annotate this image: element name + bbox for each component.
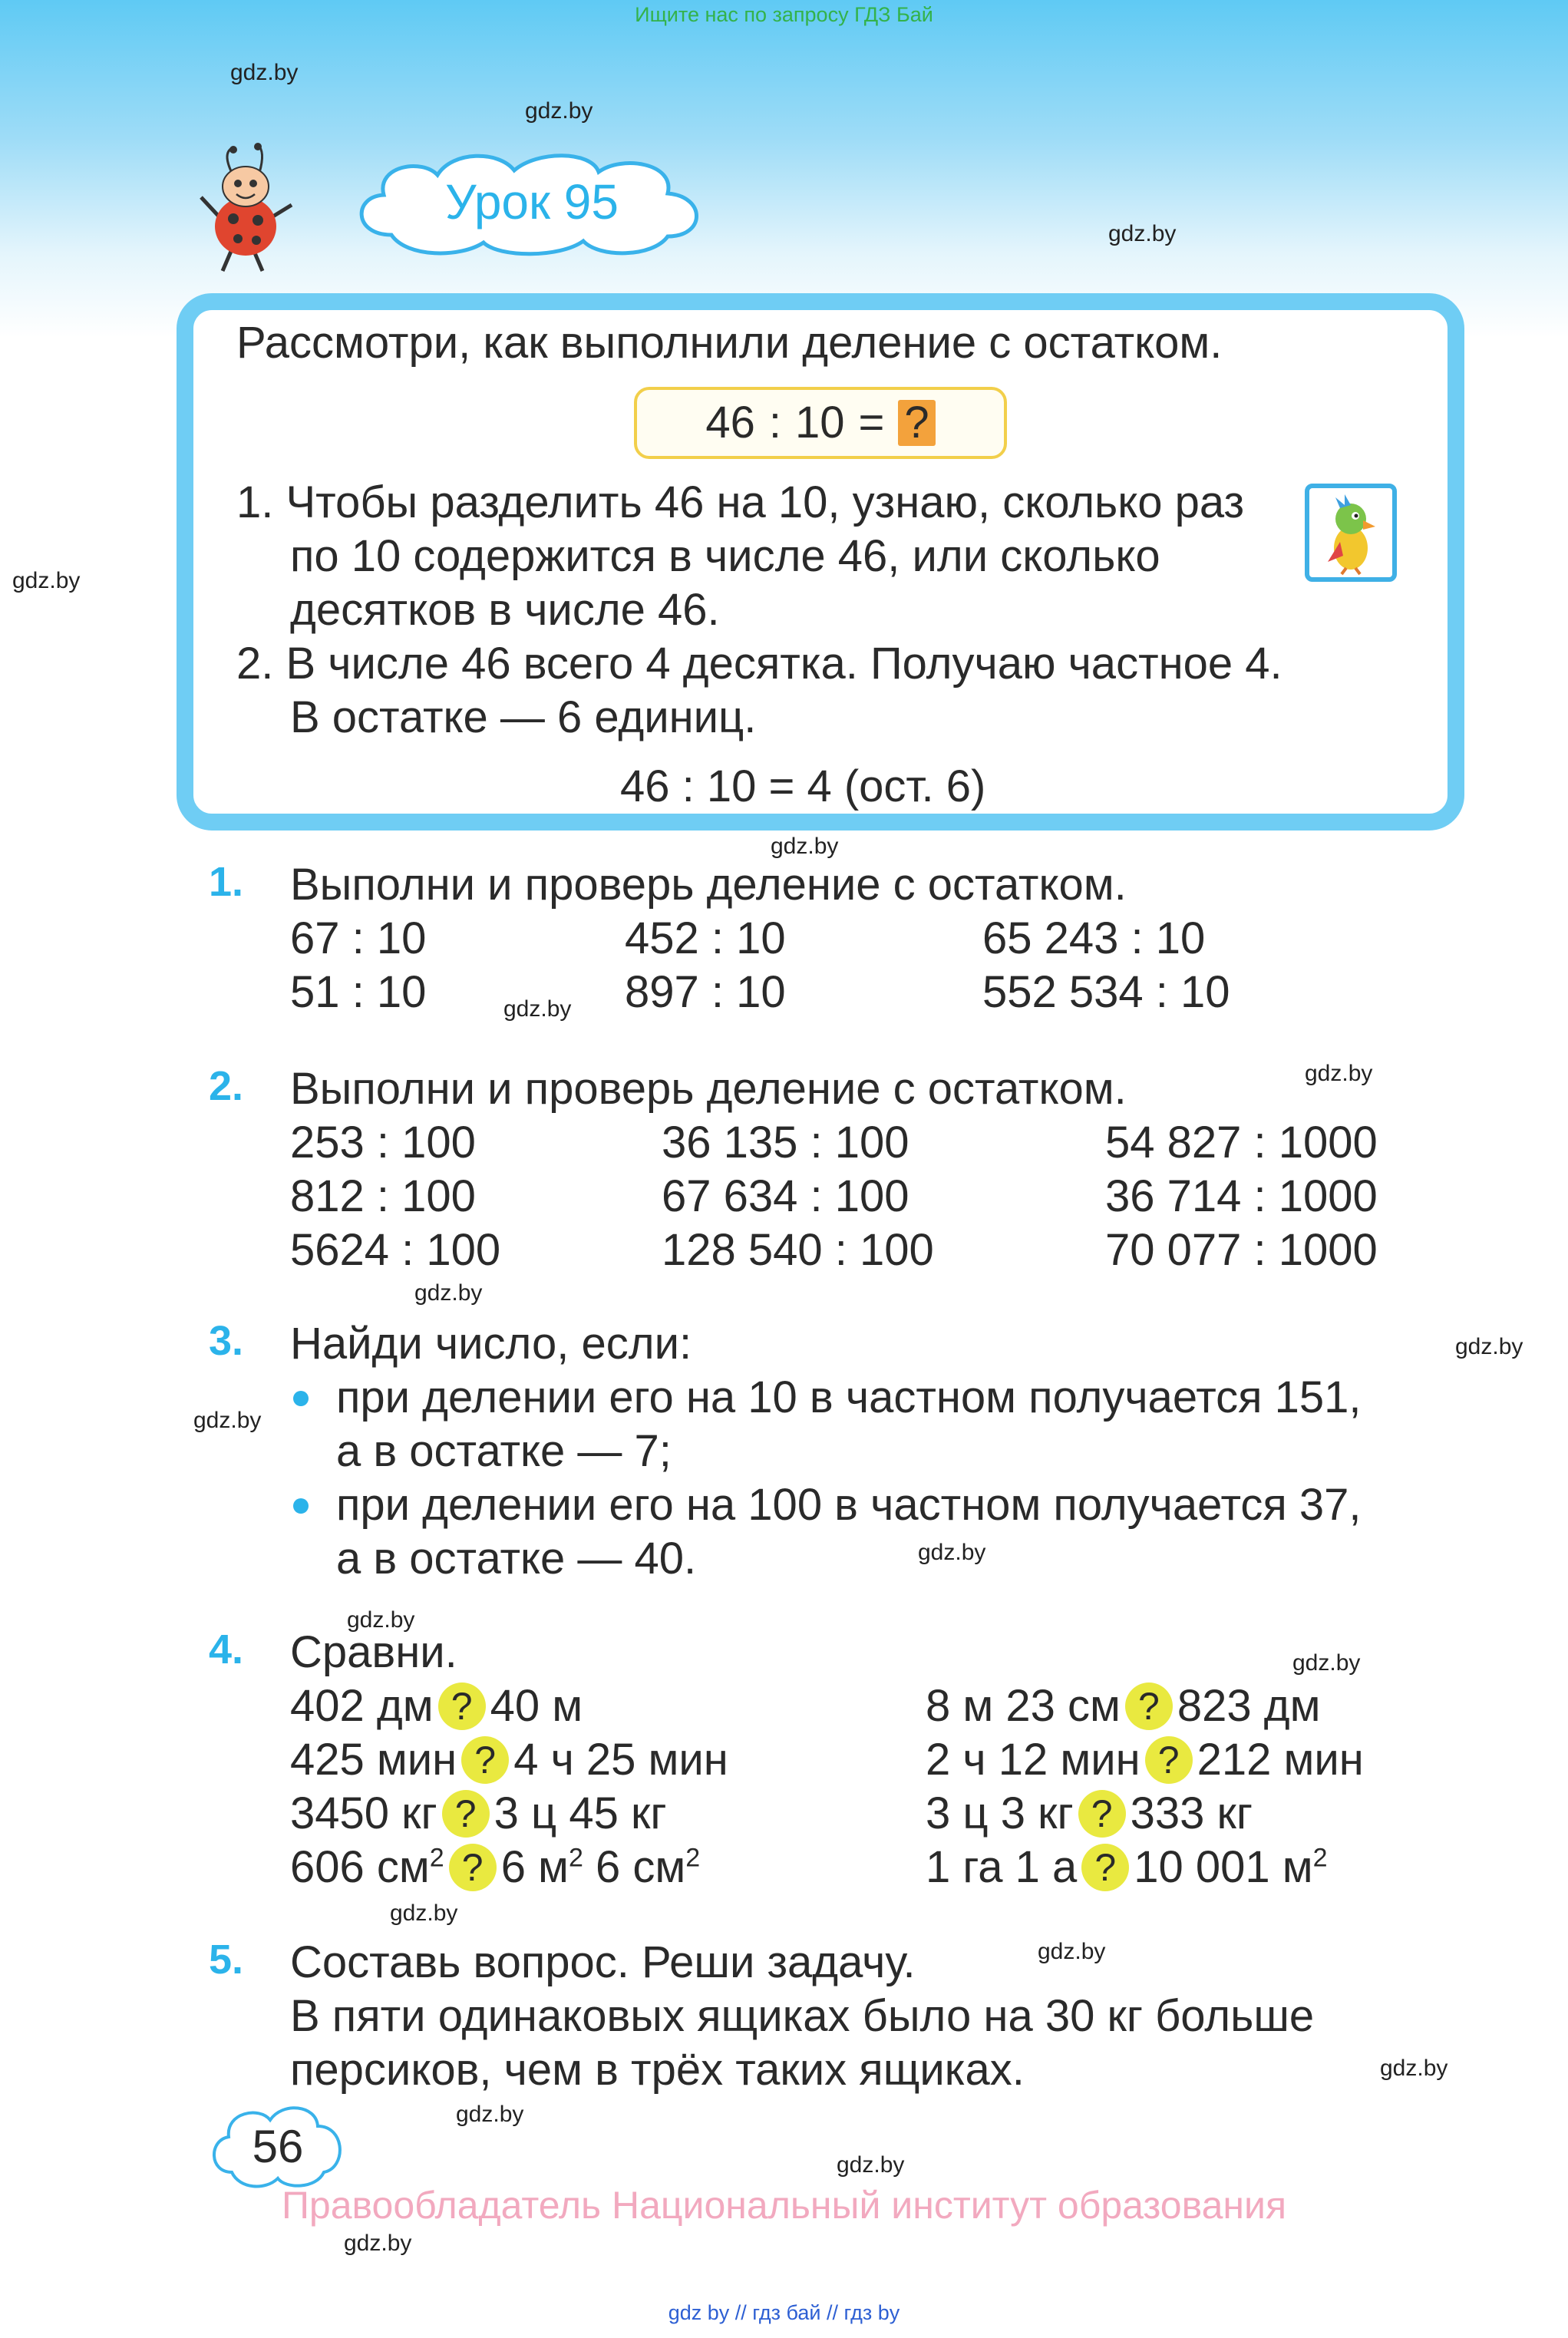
- compare-left: 3 ц 3 кг: [926, 1788, 1074, 1838]
- question-circle: ?: [438, 1683, 486, 1730]
- task3-bullet1-line1: при делении его на 10 в частном получается 151,: [336, 1372, 1362, 1422]
- question-circle: ?: [449, 1844, 497, 1891]
- compare-right: 3 ц 45 кг: [494, 1788, 667, 1838]
- lesson-title: Урок 95: [445, 174, 619, 230]
- task2-expr: 36 135 : 100: [662, 1118, 909, 1167]
- watermark: gdz.by: [503, 996, 572, 1022]
- compare-row: [926, 1841, 1328, 1894]
- watermark: gdz.by: [918, 1540, 986, 1565]
- bullet-icon: [293, 1391, 309, 1406]
- task5-line3: персиков, чем в трёх таких ящиках.: [290, 2045, 1025, 2095]
- task5-line2: В пяти одинаковых ящиках было на 30 кг больше: [290, 1991, 1315, 2041]
- task1-expr: 65 243 : 10: [982, 913, 1206, 963]
- equation-dividend: 46: [705, 398, 755, 447]
- watermark: gdz.by: [1305, 1061, 1373, 1086]
- task2-expr: 70 077 : 1000: [1105, 1225, 1378, 1275]
- task5-text: Составь вопрос. Реши задачу.: [290, 1937, 916, 1987]
- task1-expr: 452 : 10: [625, 913, 786, 963]
- task2-number: 2.: [209, 1063, 244, 1109]
- watermark: gdz.by: [1455, 1334, 1523, 1359]
- step1-line3: десятков в числе 46.: [290, 585, 720, 635]
- superscript: 2: [429, 1843, 444, 1873]
- task1-expr: 51 : 10: [290, 967, 427, 1017]
- page-number-cloud: [209, 2099, 347, 2191]
- compare-right: 10 001 м: [1134, 1842, 1313, 1892]
- equation-equals: =: [858, 398, 885, 447]
- task1-expr: 552 534 : 10: [982, 967, 1230, 1017]
- compare-right: 40 м: [490, 1681, 583, 1731]
- parrot-icon: [1305, 484, 1397, 582]
- task2-expr: 128 540 : 100: [662, 1225, 934, 1275]
- compare-row: [290, 1733, 728, 1787]
- equation-divisor: 10: [794, 398, 845, 447]
- task4-number: 4.: [209, 1626, 244, 1673]
- page-number: 56: [252, 2121, 304, 2172]
- compare-left: 2 ч 12 мин: [926, 1735, 1141, 1785]
- superscript: 2: [1312, 1843, 1328, 1873]
- compare-row: [926, 1787, 1253, 1841]
- watermark: gdz.by: [1038, 1939, 1106, 1964]
- compare-row: [290, 1679, 583, 1733]
- watermark: gdz.by: [230, 60, 299, 85]
- question-circle: ?: [442, 1790, 490, 1838]
- copyright-notice: Правообладатель Национальный институт образования: [281, 2184, 1287, 2227]
- bullet-icon: [293, 1498, 309, 1514]
- example-heading: Рассмотри, как выполнили деление с остатком.: [236, 318, 1223, 368]
- watermark: gdz.by: [12, 568, 81, 593]
- compare-right: 4 ч 25 мин: [513, 1735, 728, 1785]
- compare-right: 6 м: [500, 1842, 569, 1892]
- task3-bullet2-line1: при делении его на 100 в частном получается 37,: [336, 1480, 1362, 1530]
- task1-expr: 67 : 10: [290, 913, 427, 963]
- question-circle: ?: [461, 1736, 509, 1784]
- watermark: gdz.by: [837, 2152, 905, 2178]
- task1-number: 1.: [209, 859, 244, 905]
- watermark: gdz.by: [1380, 2056, 1448, 2081]
- compare-right: 212 мин: [1197, 1735, 1364, 1785]
- watermark: gdz.by: [347, 1607, 415, 1633]
- lesson-title-cloud: [345, 150, 718, 259]
- task2-expr: 54 827 : 1000: [1105, 1118, 1378, 1167]
- task3-bullet1-line2: а в остатке — 7;: [336, 1426, 672, 1476]
- watermark: gdz.by: [525, 98, 593, 124]
- ladybug-icon: [192, 142, 299, 276]
- task2-expr: 36 714 : 1000: [1105, 1171, 1378, 1221]
- task2-expr: 5624 : 100: [290, 1225, 501, 1275]
- step2-line1: 2. В числе 46 всего 4 десятка. Получаю частное 4.: [236, 639, 1282, 689]
- task2-expr: 67 634 : 100: [662, 1171, 909, 1221]
- watermark: gdz.by: [1292, 1650, 1361, 1676]
- task2-text: Выполни и проверь деление с остатком.: [290, 1064, 1127, 1114]
- compare-row: [290, 1787, 667, 1841]
- superscript: 2: [685, 1843, 701, 1873]
- watermark: gdz.by: [1108, 221, 1177, 246]
- compare-right: 823 дм: [1177, 1681, 1321, 1731]
- bottom-links[interactable]: gdz by // гдз бай // гдз by: [668, 2301, 900, 2324]
- step1-line2: по 10 содержится в числе 46, или сколько: [290, 531, 1160, 581]
- task4-text: Сравни.: [290, 1627, 457, 1677]
- superscript: 2: [568, 1843, 583, 1873]
- task3-number: 3.: [209, 1318, 244, 1364]
- example-result: 46 : 10 = 4 (ост. 6): [620, 761, 986, 811]
- watermark: gdz.by: [771, 834, 839, 859]
- question-circle: ?: [1081, 1844, 1129, 1891]
- task1-expr: 897 : 10: [625, 967, 786, 1017]
- task3-text: Найди число, если:: [290, 1319, 692, 1369]
- task2-expr: 253 : 100: [290, 1118, 476, 1167]
- compare-left: 8 м 23 см: [926, 1681, 1121, 1731]
- task2-expr: 812 : 100: [290, 1171, 476, 1221]
- question-mark-box: ?: [898, 400, 935, 446]
- compare-row: [290, 1841, 700, 1894]
- compare-left: 606 см: [290, 1842, 430, 1892]
- compare-left: 3450 кг: [290, 1788, 437, 1838]
- watermark: gdz.by: [456, 2102, 524, 2127]
- compare-left: 1 га 1 а: [926, 1842, 1078, 1892]
- example-equation: [634, 387, 1007, 459]
- compare-left: 402 дм: [290, 1681, 434, 1731]
- step2-line2: В остатке — 6 единиц.: [290, 692, 757, 742]
- watermark: gdz.by: [344, 2231, 412, 2256]
- task3-bullet2-line2: а в остатке — 40.: [336, 1534, 697, 1583]
- compare-right: 333 кг: [1130, 1788, 1253, 1838]
- watermark: gdz.by: [390, 1900, 458, 1926]
- question-circle: ?: [1145, 1736, 1193, 1784]
- compare-right: 6 см: [595, 1842, 686, 1892]
- question-circle: ?: [1125, 1683, 1173, 1730]
- step1-line1: 1. Чтобы разделить 46 на 10, узнаю, сколько раз: [236, 477, 1245, 527]
- equation-operator: :: [768, 398, 781, 447]
- compare-left: 425 мин: [290, 1735, 457, 1785]
- watermark: gdz.by: [414, 1280, 483, 1306]
- compare-row: [926, 1733, 1364, 1787]
- compare-row: [926, 1679, 1320, 1733]
- question-circle: ?: [1078, 1790, 1126, 1838]
- watermark: gdz.by: [193, 1408, 262, 1433]
- task1-text: Выполни и проверь деление с остатком.: [290, 860, 1127, 910]
- top-banner[interactable]: Ищите нас по запросу ГДЗ Бай: [635, 3, 933, 26]
- task5-number: 5.: [209, 1937, 244, 1983]
